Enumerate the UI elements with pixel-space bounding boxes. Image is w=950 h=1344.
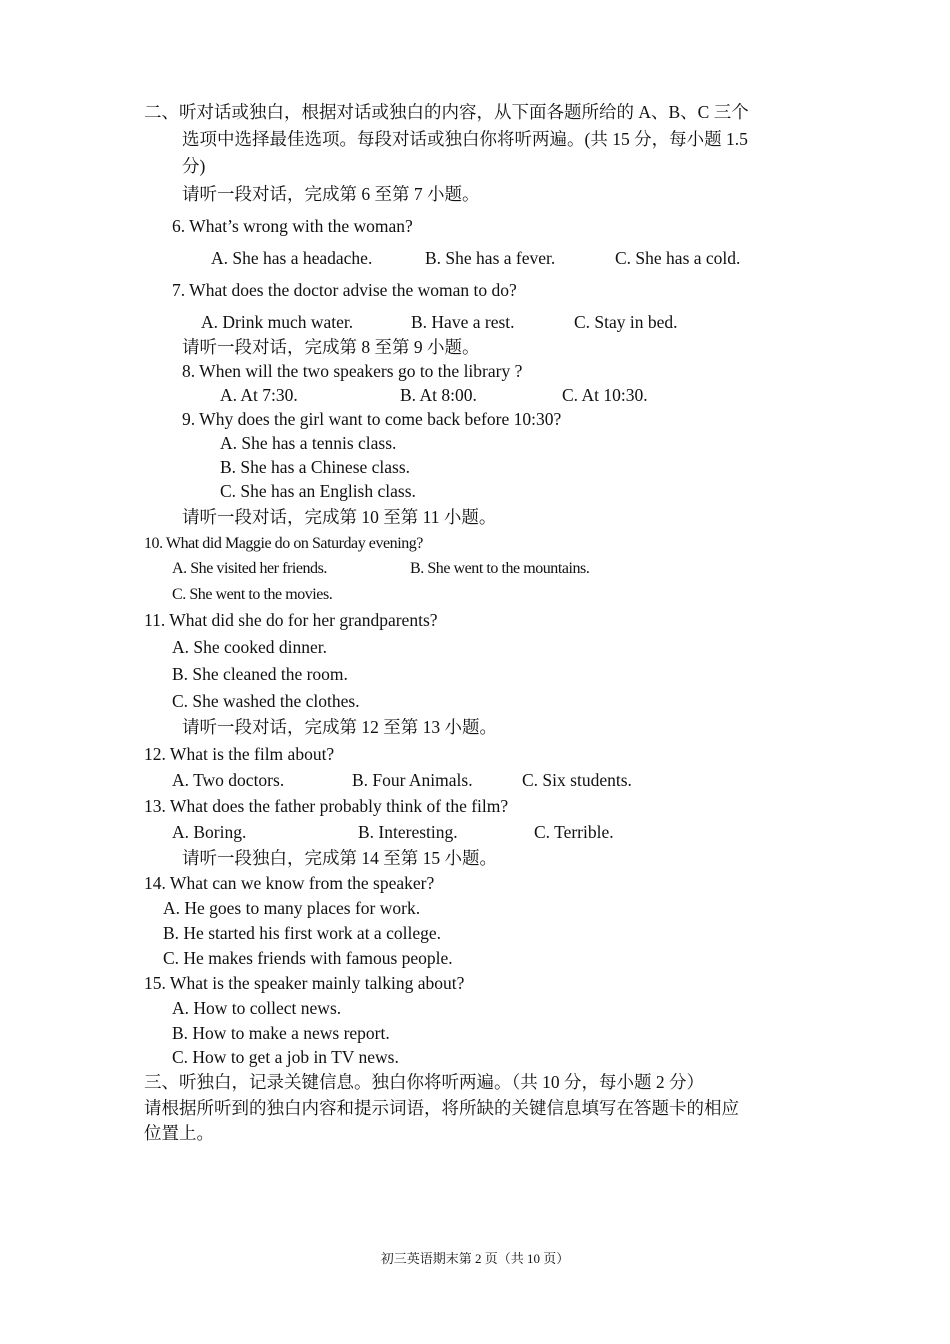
instruction-q6-q7: 请听一段对话，完成第 6 至第 7 小题。 xyxy=(182,184,480,204)
question-15-option-a: A. How to collect news. xyxy=(172,998,342,1018)
question-6-stem: 6. What’s wrong with the woman? xyxy=(172,216,413,236)
question-13-stem: 13. What does the father probably think of the film? xyxy=(144,796,509,816)
question-11-option-c: C. She washed the clothes. xyxy=(172,691,360,711)
question-6-option-a: A. She has a headache. xyxy=(211,248,373,268)
question-15-option-c: C. How to get a job in TV news. xyxy=(172,1047,399,1067)
question-8-option-a: A. At 7:30. xyxy=(220,385,298,405)
question-9-option-c: C. She has an English class. xyxy=(220,481,416,501)
question-12-option-c: C. Six students. xyxy=(522,770,632,790)
section-3-instruction-line1: 请根据所听到的独白内容和提示词语，将所缺的关键信息填写在答题卡的相应 xyxy=(144,1098,739,1118)
question-13-option-a: A. Boring. xyxy=(172,822,247,842)
page-footer: 初三英语期末第 2 页（共 10 页） xyxy=(380,1251,570,1266)
question-9-stem: 9. Why does the girl want to come back before 10:30? xyxy=(182,409,562,429)
instruction-q10-q11: 请听一段对话，完成第 10 至第 11 小题。 xyxy=(182,507,497,527)
instruction-q8-q9: 请听一段对话，完成第 8 至第 9 小题。 xyxy=(182,337,480,357)
question-6-option-c: C. She has a cold. xyxy=(615,248,741,268)
section-2-title-line1: 二、听对话或独白，根据对话或独白的内容，从下面各题所给的 A、B、C 三个 xyxy=(144,102,749,122)
question-14-option-c: C. He makes friends with famous people. xyxy=(163,948,453,968)
question-7-stem: 7. What does the doctor advise the woman to do? xyxy=(172,280,517,300)
question-7-option-c: C. Stay in bed. xyxy=(574,312,678,332)
question-8-option-b: B. At 8:00. xyxy=(400,385,477,405)
question-8-stem: 8. When will the two speakers go to the library ? xyxy=(182,361,523,381)
question-8-option-c: C. At 10:30. xyxy=(562,385,648,405)
question-7-option-a: A. Drink much water. xyxy=(201,312,354,332)
section-2-title-line2: 选项中选择最佳选项。每段对话或独白你将听两遍。(共 15 分，每小题 1.5 xyxy=(182,129,748,149)
section-3-title: 三、听独白，记录关键信息。独白你将听两遍。（共 10 分，每小题 2 分） xyxy=(144,1072,704,1092)
instruction-q14-q15: 请听一段独白，完成第 14 至第 15 小题。 xyxy=(182,848,497,868)
question-12-option-b: B. Four Animals. xyxy=(352,770,473,790)
question-14-option-a: A. He goes to many places for work. xyxy=(163,898,421,918)
question-10-stem: 10. What did Maggie do on Saturday evening? xyxy=(144,535,423,552)
question-10-option-c: C. She went to the movies. xyxy=(172,586,333,603)
section-3-instruction-line2: 位置上。 xyxy=(144,1123,214,1143)
question-15-option-b: B. How to make a news report. xyxy=(172,1023,390,1043)
question-11-stem: 11. What did she do for her grandparents? xyxy=(144,610,438,630)
question-13-option-c: C. Terrible. xyxy=(534,822,614,842)
question-9-option-b: B. She has a Chinese class. xyxy=(220,457,411,477)
question-9-option-a: A. She has a tennis class. xyxy=(220,433,397,453)
question-11-option-b: B. She cleaned the room. xyxy=(172,664,348,684)
question-11-option-a: A. She cooked dinner. xyxy=(172,637,328,657)
question-7-option-b: B. Have a rest. xyxy=(411,312,515,332)
question-15-stem: 15. What is the speaker mainly talking about? xyxy=(144,973,465,993)
question-10-option-b: B. She went to the mountains. xyxy=(410,560,590,577)
question-10-option-a: A. She visited her friends. xyxy=(172,560,327,577)
question-14-option-b: B. He started his first work at a college. xyxy=(163,923,441,943)
instruction-q12-q13: 请听一段对话，完成第 12 至第 13 小题。 xyxy=(182,717,497,737)
question-12-option-a: A. Two doctors. xyxy=(172,770,285,790)
section-2-title-line3: 分) xyxy=(182,156,206,176)
question-12-stem: 12. What is the film about? xyxy=(144,744,335,764)
question-13-option-b: B. Interesting. xyxy=(358,822,458,842)
question-14-stem: 14. What can we know from the speaker? xyxy=(144,873,435,893)
question-6-option-b: B. She has a fever. xyxy=(425,248,556,268)
